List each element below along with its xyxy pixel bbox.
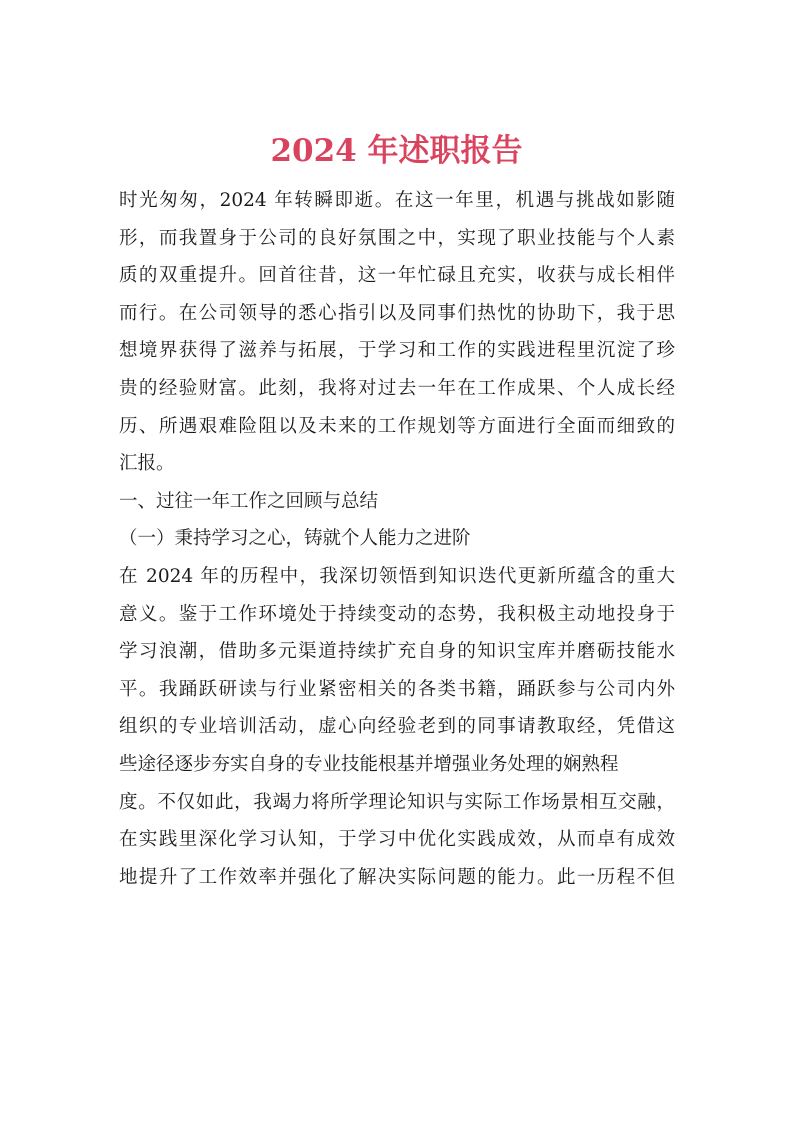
document-title: 2024 年述职报告 bbox=[270, 133, 523, 169]
intro-paragraph bbox=[119, 182, 675, 896]
text-line: 意义。鉴于工作环境处于持续变动的态势，我积极主动地投身于 bbox=[119, 603, 675, 625]
text-line: 组织的专业培训活动，虚心向经验老到的同事请教取经，凭借这 bbox=[119, 716, 675, 738]
text-line: 学习浪潮，借助多元渠道持续扩充自身的知识宝库并磨砺技能水 bbox=[119, 641, 675, 663]
text-line: 汇报。 bbox=[119, 453, 175, 475]
text-line: 贵的经验财富。此刻，我将对过去一年在工作成果、个人成长经 bbox=[119, 377, 675, 399]
text-line: 些途径逐步夯实自身的专业技能根基并增强业务处理的娴熟程 bbox=[119, 753, 619, 775]
text-line: 质的双重提升。回首往昔，这一年忙碌且充实，收获与成长相伴 bbox=[119, 265, 675, 287]
text-line: 在实践里深化学习认知，于学习中优化实践成效，从而卓有成效 bbox=[119, 829, 675, 851]
text-line: 形，而我置身于公司的良好氛围之中，实现了职业技能与个人素 bbox=[119, 227, 675, 249]
section-heading: 一、过往一年工作之回顾与总结 bbox=[119, 490, 379, 512]
text-line: 时光匆匆，2024 年转瞬即逝。在这一年里，机遇与挑战如影随 bbox=[119, 190, 675, 211]
text-line: 想境界获得了滋养与拓展，于学习和工作的实践进程里沉淀了珍 bbox=[119, 340, 675, 362]
text-line: 度。不仅如此，我竭力将所学理论知识与实际工作场景相互交融， bbox=[119, 791, 675, 813]
subsection-heading: （一）秉持学习之心，铸就个人能力之进阶 bbox=[119, 528, 471, 550]
text-line: 地提升了工作效率并强化了解决实际问题的能力。此一历程不但 bbox=[119, 866, 675, 888]
text-line: 平。我踊跃研读与行业紧密相关的各类书籍，踊跃参与公司内外 bbox=[119, 678, 675, 700]
text-line: 在 2024 年的历程中，我深切领悟到知识迭代更新所蕴含的重大 bbox=[119, 565, 675, 587]
text-line: 而行。在公司领导的悉心指引以及同事们热忱的协助下，我于思 bbox=[119, 302, 675, 324]
text-line: 历、所遇艰难险阻以及未来的工作规划等方面进行全面而细致的 bbox=[119, 415, 675, 437]
